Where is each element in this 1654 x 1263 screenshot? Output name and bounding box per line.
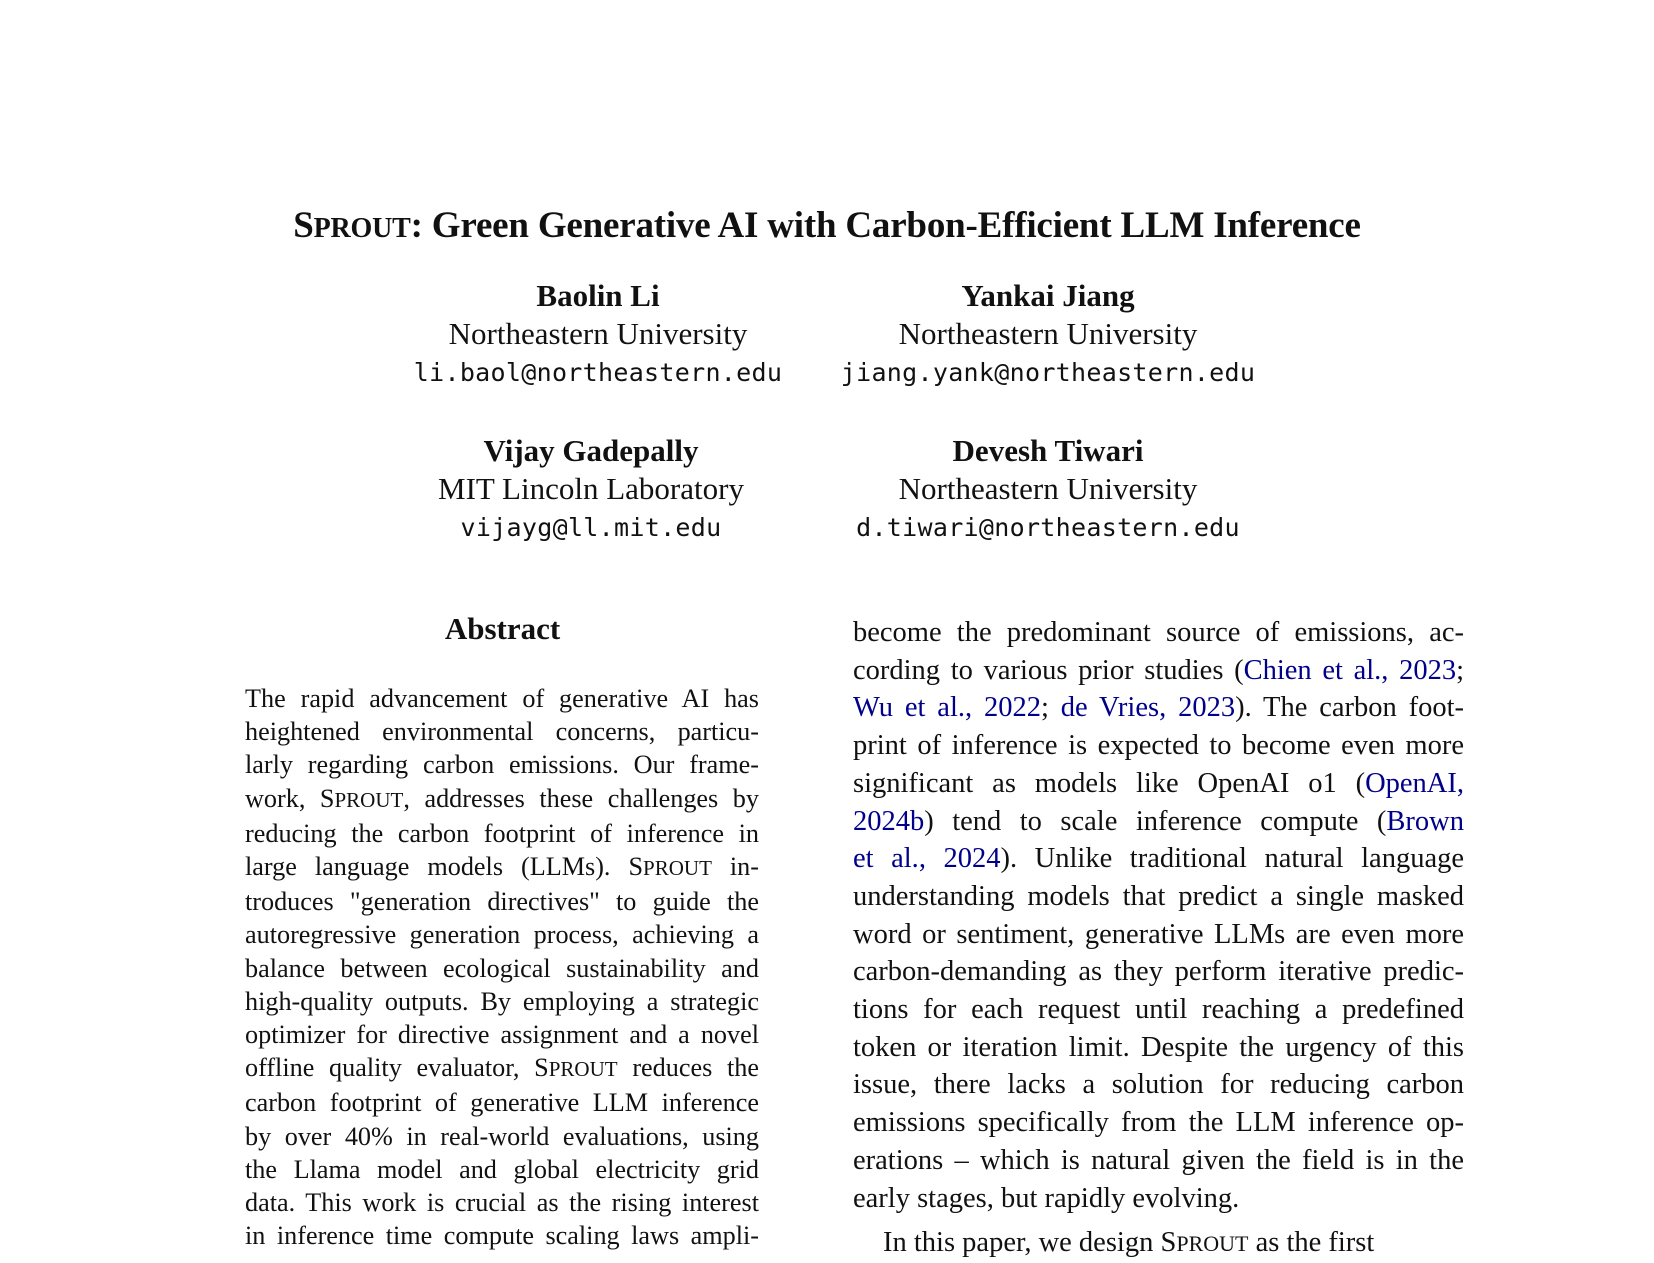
- author-block-yankai-jiang: [818, 277, 1278, 393]
- body-line: tions for each request until reaching a predefined: [853, 994, 1464, 1026]
- body-line: carbon-demanding as they perform iterative predic-: [853, 956, 1464, 988]
- citation-brown-2024[interactable]: Brown: [1386, 805, 1464, 837]
- abstract-line: by over 40% in real-world evaluations, using: [245, 1121, 759, 1151]
- text: cording to various prior studies (: [853, 654, 1244, 686]
- abstract-body: [245, 682, 759, 1252]
- author-block-vijay-gadepally: [361, 432, 821, 548]
- text: reduces the: [617, 1053, 759, 1083]
- abstract-line: troduces "generation directives" to guide the: [245, 887, 759, 917]
- abstract-line: autoregressive generation process, achieving a: [245, 920, 759, 950]
- abstract-line: optimizer for directive assignment and a novel: [245, 1020, 759, 1050]
- title-rest: : Green Generative AI with Carbon-Efficient LLM Inference: [410, 205, 1361, 246]
- introduction-paragraph-2: [853, 1224, 1464, 1263]
- text: significant as models like OpenAI o1 (: [853, 767, 1366, 799]
- body-line: erations – which is natural given the field is in the: [853, 1144, 1464, 1176]
- body-line: emissions specifically from the LLM inference op-: [853, 1107, 1464, 1139]
- sprout-initial: S: [628, 852, 644, 882]
- body-line: cording to various prior studies (Chien et al., 2023;: [853, 654, 1464, 686]
- abstract-line: in inference time compute scaling laws ampli-: [245, 1221, 759, 1251]
- body-line: print of inference is expected to become even more: [853, 730, 1464, 762]
- sprout-initial: S: [534, 1053, 549, 1083]
- text: ). Unlike traditional natural language: [1000, 843, 1464, 875]
- author-email[interactable]: li.baol@northeastern.edu: [413, 358, 783, 387]
- author-block-baolin-li: [368, 277, 828, 393]
- sprout-initial: S: [319, 783, 335, 813]
- body-line: [853, 840, 1464, 878]
- author-name: Baolin Li: [536, 278, 660, 313]
- abstract-heading: Abstract: [444, 611, 561, 646]
- author-email[interactable]: vijayg@ll.mit.edu: [460, 513, 722, 542]
- abstract-line: [245, 1051, 759, 1086]
- body-line: early stages, but rapidly evolving.: [853, 1182, 1240, 1214]
- body-line: token or iteration limit. Despite the urgency of this: [853, 1031, 1464, 1063]
- text: in-: [711, 852, 759, 882]
- citation-chien-2023[interactable]: Chien et al., 2023: [1243, 654, 1457, 686]
- author-block-devesh-tiwari: [818, 432, 1278, 548]
- author-name: Vijay Gadepally: [483, 433, 699, 468]
- text: In this paper, we design: [883, 1227, 1161, 1258]
- author-affiliation: Northeastern University: [898, 471, 1198, 506]
- text: work,: [245, 783, 320, 813]
- citation-brown-2024-rest[interactable]: et al., 2024: [853, 843, 1001, 875]
- abstract-line: high-quality outputs. By employing a strategic: [245, 986, 759, 1016]
- introduction-body: [853, 614, 1464, 1217]
- abstract-line: larly regarding carbon emissions. Our frame-: [245, 750, 759, 780]
- abstract-line: reducing the carbon footprint of inference in: [245, 818, 759, 848]
- text: ). The carbon foot-: [1235, 692, 1464, 724]
- author-affiliation: MIT Lincoln Laboratory: [438, 471, 744, 506]
- sprout-smallcaps: PROUT: [334, 787, 404, 812]
- abstract-line: [245, 782, 759, 817]
- body-line: [853, 765, 1464, 803]
- abstract-line: carbon footprint of generative LLM inference: [245, 1088, 759, 1118]
- text: ) tend to scale inference compute (: [924, 805, 1387, 837]
- citation-openai-2024b[interactable]: OpenAI,: [1365, 767, 1464, 799]
- abstract-line: The rapid advancement of generative AI has: [245, 684, 759, 713]
- sprout-smallcaps: PROUT: [1176, 1231, 1249, 1256]
- author-affiliation: Northeastern University: [448, 316, 748, 351]
- body-line: become the predominant source of emissions, ac-: [853, 617, 1464, 648]
- abstract-line: balance between ecological sustainability and: [245, 953, 759, 983]
- body-line: Wu et al., 2022; de Vries, 2023). The carbon foot-: [853, 692, 1464, 724]
- body-line: understanding models that predict a single masked: [853, 880, 1464, 912]
- author-affiliation: Northeastern University: [898, 316, 1198, 351]
- author-name: Devesh Tiwari: [952, 433, 1144, 468]
- citation-devries-2023[interactable]: de Vries, 2023: [1060, 692, 1236, 724]
- abstract-line: [245, 850, 759, 885]
- text: as the first: [1248, 1227, 1375, 1258]
- paper-title: [0, 204, 1654, 247]
- sprout-initial: S: [1160, 1227, 1177, 1258]
- sprout-smallcaps: PROUT: [548, 1057, 618, 1082]
- sprout-smallcaps: PROUT: [643, 856, 712, 881]
- text: large language models (LLMs).: [245, 852, 629, 882]
- text: , addresses these challenges by: [403, 783, 759, 813]
- body-line: [853, 803, 1464, 841]
- abstract-line: data. This work is crucial as the rising interest: [245, 1188, 759, 1218]
- body-line: issue, there lacks a solution for reducing carbon: [853, 1069, 1464, 1101]
- text: offline quality evaluator,: [245, 1053, 535, 1083]
- abstract-line: the Llama model and global electricity grid: [245, 1154, 759, 1184]
- citation-wu-2022[interactable]: Wu et al., 2022: [853, 692, 1041, 724]
- abstract-line: heightened environmental concerns, particu-: [245, 717, 759, 747]
- author-email[interactable]: jiang.yank@northeastern.edu: [840, 358, 1256, 387]
- title-sprout-initial: S: [293, 205, 314, 246]
- citation-openai-2024b-year[interactable]: 2024b: [853, 805, 925, 837]
- author-email[interactable]: d.tiwari@northeastern.edu: [856, 513, 1240, 542]
- author-name: Yankai Jiang: [961, 278, 1135, 313]
- title-sprout-smallcaps: PROUT: [313, 213, 411, 244]
- body-line: word or sentiment, generative LLMs are even more: [853, 918, 1464, 950]
